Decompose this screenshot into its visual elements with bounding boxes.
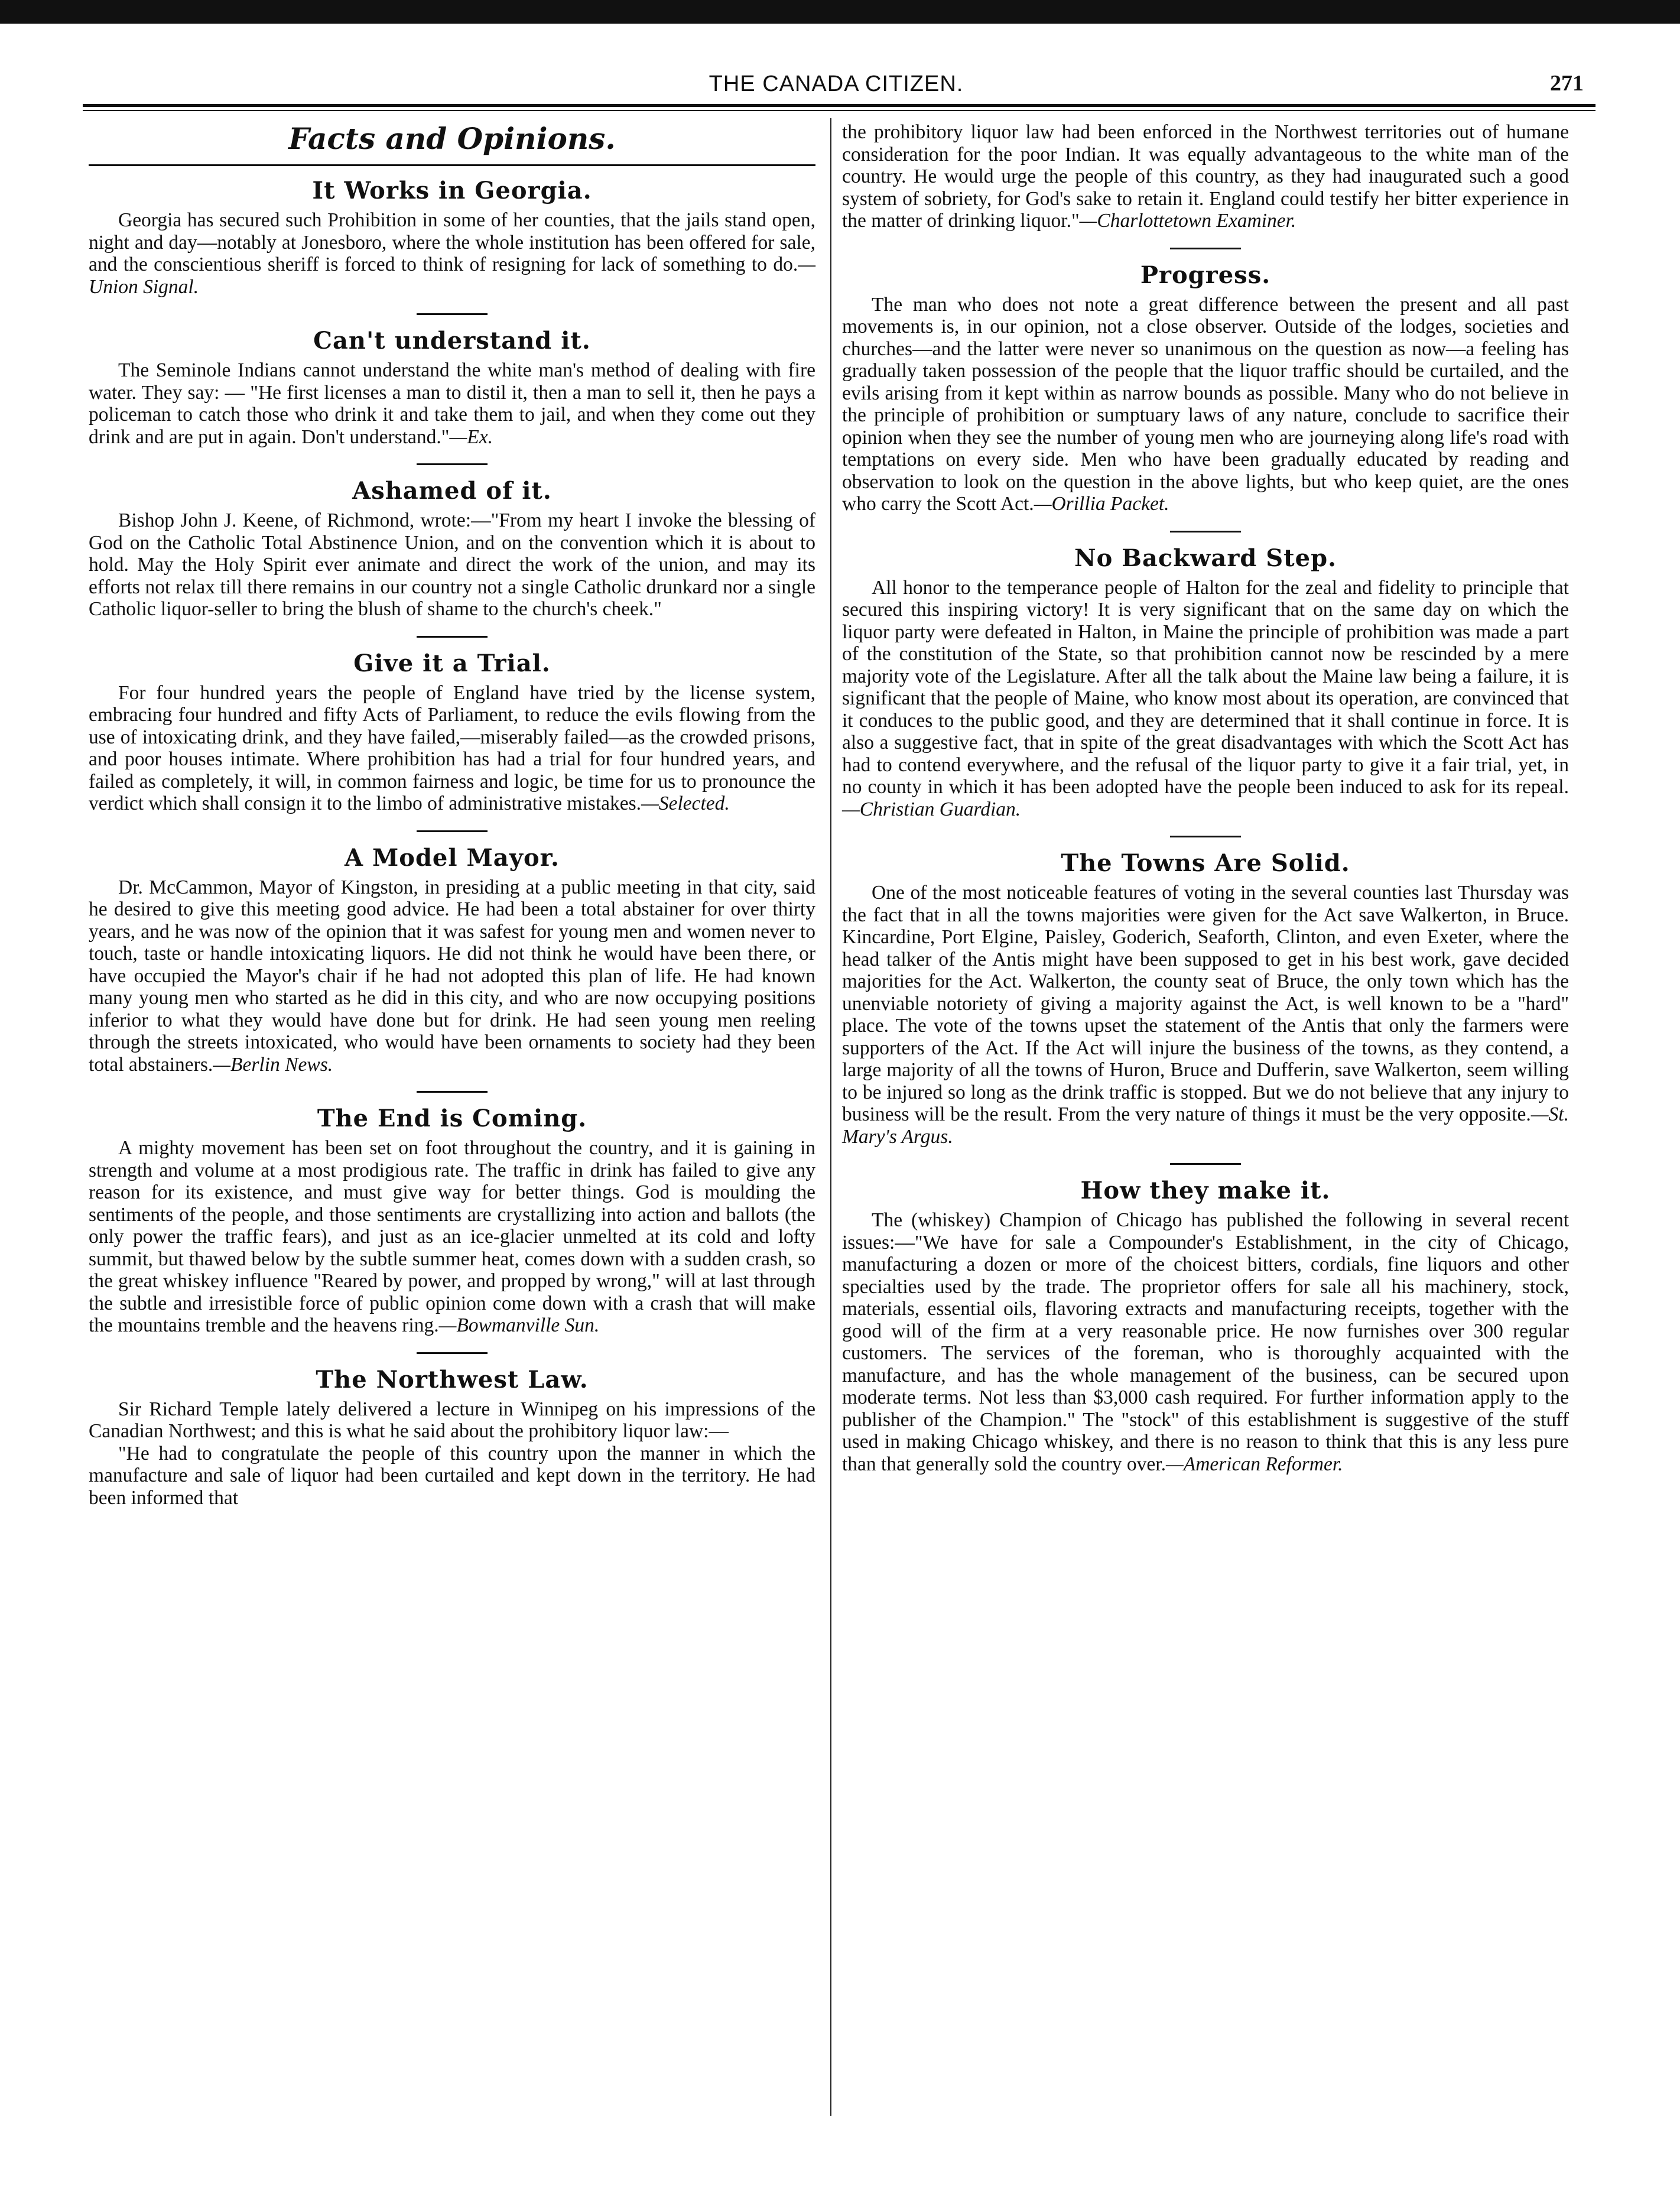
article-source: —Berlin News. [213,1053,333,1076]
section-title-rule [89,164,815,166]
page-header [89,68,1584,103]
article-source: —Bowmanville Sun. [438,1314,600,1336]
article-heading: It Works in Georgia. [312,177,592,204]
article-separator [1170,531,1241,532]
article-source: —St. Mary's Argus. [842,1103,1569,1148]
paragraph-text: All honor to the temperance people of Halton for the zeal and fidelity to principle that secured this inspiring victory! It is very significant that on the same day on which the liquor party were defeated in Halton, in Maine the principle of prohibition was made a part of the constitution of the State, so that prohibition cannot now be rescinded by a mere majority vote of the Legislature. After all the talk about the Maine law being a failure, it is significant that the people of Maine, who know most about its operation, are convinced that it conduces to the public good, and they are determined that it shall continue in force. It is also a suggestive fact, that in spite of the great disadvantages with which the Scott Act has had to contend everywhere, and the refusal of the liquor party to give it a fair trial, yet, in no county in which it has been adopted have the people been induced to ask for its repeal. [842,576,1569,798]
article-source: —Charlottetown Examiner. [1079,210,1296,232]
article-separator [417,1091,488,1093]
header-rule-thick [83,104,1595,107]
article-paragraph [89,1137,815,1337]
article-heading: How they make it. [1080,1177,1331,1204]
article-can-t-understand-it [89,327,815,448]
article-heading: The Towns Are Solid. [1061,849,1350,877]
article-source: —Union Signal. [89,254,815,298]
header-rule-thin [83,110,1595,111]
paragraph-text: The man who does not note a great difference between the present and all past movements is, in our opinion, not a close observer. Outside of the lodges, societies and churches—and the latter were never so unanimous on the question as now—a feeling has gradually taken possession of the people that the liquor traffic should be curtailed, and the evils arising from it kept within as narrow bounds as possible. Many who do not believe in the principle of prohibition or sumptuary laws of any nature, conclude to sacrifice their opinion when they see the number of young men who are journeying along life's road with temptations on every side. Men who have been gradually educated by reading and observation to look on the question in the above lights, but who keep quiet, are the ones who carry the Scott Act. [842,293,1569,515]
article-separator [417,463,488,465]
column-divider [830,118,831,2116]
article-the-northwest-law [89,1366,815,1509]
article-the-end-is-coming [89,1105,815,1337]
article-heading: Can't understand it. [313,327,591,355]
article-source: —Ex. [449,426,493,448]
article-paragraph [89,1443,815,1509]
article-paragraph [89,359,815,448]
article-paragraph [842,882,1569,1148]
article-paragraph [842,577,1569,821]
paragraph-text: For four hundred years the people of England have tried by the license system, embracing four hundred and fifty Acts of Parliament, to reduce the evils flowing from the use of intoxicating drink, and they have failed,—miserably failed—as the crowded prisons, and poor houses intimate. Where prohibition has had a trial for four hundred years, and failed as completely, it will, in common fairness and logic, be time for us to pronounce the verdict which shall consign it to the limbo of administrative mistakes. [89,681,815,814]
article-the-towns-are-solid [842,849,1569,1148]
article-paragraph [89,1398,815,1443]
article-paragraph [842,121,1569,232]
article-source: —Selected. [641,793,730,814]
article-heading: Ashamed of it. [352,477,552,505]
article-source: —American Reformer. [1165,1453,1343,1475]
article-give-it-a-trial [89,650,815,815]
paragraph-text: the prohibitory liquor law had been enforced in the Northwest territories out of humane consideration for the poor Indian. It was equally advantageous to the white man of the country. He would urge the people of this country, as they had inaugurated such a good system of sobriety, for God's sake to retain it. England could testify her bitter experience in the matter of drinking liquor." [842,121,1569,232]
paragraph-text: A mighty movement has been set on foot throughout the country, and it is gaining in strength and volume at a most prodigious rate. The traffic in drink has failed to give any reason for its existence, and must give way for better things. God is moulding the sentiments of the people, and those sentiments are crystallizing into action and ballots (the only power the traffic fears), and just as an ice-glacier unmelted at its cold and lofty summit, but thawed below by the subtle summer heat, comes down with a sudden crash, so the great whiskey influence "Reared by power, and propped by wrong," will at last through the subtle and irresistible force of public opinion come down with a crash that will make the mountains tremble and the heavens ring. [89,1137,815,1336]
top-black-band [0,0,1680,24]
article-separator [1170,836,1241,837]
article-heading: Progress. [1140,261,1271,289]
article-separator [417,636,488,638]
paragraph-text: Bishop John J. Keene, of Richmond, wrote:—"From my heart I invoke the blessing of God on the Catholic Total Abstinence Union, and on the convention which it is about to hold. May the Holy Spirit ever animate and direct the work of the union, and may its efforts not relax till there remains in our country not a single Catholic drunkard nor a single Catholic liquor-seller to bring the blush of shame to the church's cheek." [89,509,815,620]
right-column [842,121,1569,1475]
article-paragraph [89,682,815,815]
article-separator [417,313,488,315]
article-separator [417,830,488,832]
article-paragraph [89,876,815,1076]
article-how-they-make-it [842,1177,1569,1475]
article-heading: Give it a Trial. [353,649,551,677]
paragraph-text: Dr. McCammon, Mayor of Kingston, in presiding at a public meeting in that city, said he desired to give this meeting good advice. He had been a total abstainer for over thirty years, and he was now of the opinion that it was safest for young men and women never to touch, taste or handle intoxicating liquors. He did not think he would have been there, or have occupied the Mayor's chair if he had not adopted this plan of life. He had known many young men who started as he did in this city, and who are now occupying positions inferior to what they would have done but for drink. He had seen young men reeling through the streets intoxicated, who would have been ornaments to society had they been total abstainers. [89,876,815,1076]
article-it-works-in-georgia [89,177,815,298]
left-column [89,121,815,1509]
article-heading: A Model Mayor. [345,843,560,872]
article-paragraph [842,294,1569,515]
paragraph-text: One of the most noticeable features of voting in the several counties last Thursday was the fact that in all the towns majorities were given for the Act save Walkerton, in Bruce. Kincardine, Port Elgine, Paisley, Goderich, Seaforth, Clinton, and even Exeter, where the head talker of the Antis might have been supposed to get in his best work, gave decided majorities for the Act. Walkerton, the county seat of Bruce, the only town which has the unenviable notoriety of giving a majority against the Act, is well known to be a "hard" place. The vote of the towns upset the statement of the Antis that only the farmers were supporters of the Act. If the Act will injure the business of the towns, as they contend, a large majority of all the towns of Huron, Bruce and Dufferin, save Walkerton, seem willing to be injured so long as the drink traffic is stopped. But we do not believe that any injury to business will be the result. From the very nature of things it must be the very opposite. [842,882,1569,1125]
article-ashamed-of-it [89,477,815,621]
article-continued [842,121,1569,232]
article-separator [1170,248,1241,249]
paragraph-text: "He had to congratulate the people of this country upon the manner in which the manufacture and sale of liquor had been curtailed and kept down in the territory. He had been informed that [89,1442,815,1509]
article-paragraph [89,509,815,621]
article-a-model-mayor [89,844,815,1076]
article-source: —Orillia Packet. [1034,493,1169,515]
article-separator [1170,1163,1241,1165]
article-paragraph [89,209,815,298]
article-heading: The Northwest Law. [316,1365,589,1394]
article-paragraph [842,1209,1569,1475]
article-progress [842,261,1569,515]
newspaper-title: THE CANADA CITIZEN. [709,72,964,96]
article-source: —Christian Guardian. [842,798,1021,820]
paragraph-text: Georgia has secured such Prohibition in some of her counties, that the jails stand open, night and day—notably at Jonesboro, where the whole institution has been offered for sale, and the conscientious sheriff is forced to think of resigning for lack of something to do. [89,209,815,275]
paragraph-text: The Seminole Indians cannot understand the white man's method of dealing with fire water. They say: — "He first licenses a man to distil it, then a man to sell it, then he pays a policeman to catch those who drink it and take them to jail, and when they come out they drink and are put in again. Don't understand." [89,359,815,448]
page-number: 271 [1550,71,1584,96]
section-title: Facts and Opinions. [288,121,616,156]
paragraph-text: Sir Richard Temple lately delivered a lecture in Winnipeg on his impressions of the Canadian Northwest; and this is what he said about the prohibitory liquor law:— [89,1398,815,1442]
article-no-backward-step [842,544,1569,821]
article-heading: The End is Coming. [317,1105,587,1132]
article-separator [417,1352,488,1354]
article-heading: No Backward Step. [1074,544,1337,572]
paragraph-text: The (whiskey) Champion of Chicago has published the following in several recent issues:—"We have for sale a Compounder's Establishment, in the city of Chicago, manufacturing a dozen or more of the choicest bitters, cordials, fine liquors and other specialties used by the trade. The proprietor offers for sale all his machinery, stock, materials, essential oils, flavoring extracts and manufacturing receipts, together with the good will of the firm at a very reasonable price. He now furnishes over 300 regular customers. The services of the foreman, who is thoroughly acquainted with the manufacture, and has the whole management of the business, can be secured upon moderate terms. Not less than $3,000 cash required. For further information apply to the publisher of the Champion." The "stock" of this establishment is suggestive of the stuff used in making Chicago whiskey, and there is no reason to think that this is any less pure than that generally sold the country over. [842,1209,1569,1475]
